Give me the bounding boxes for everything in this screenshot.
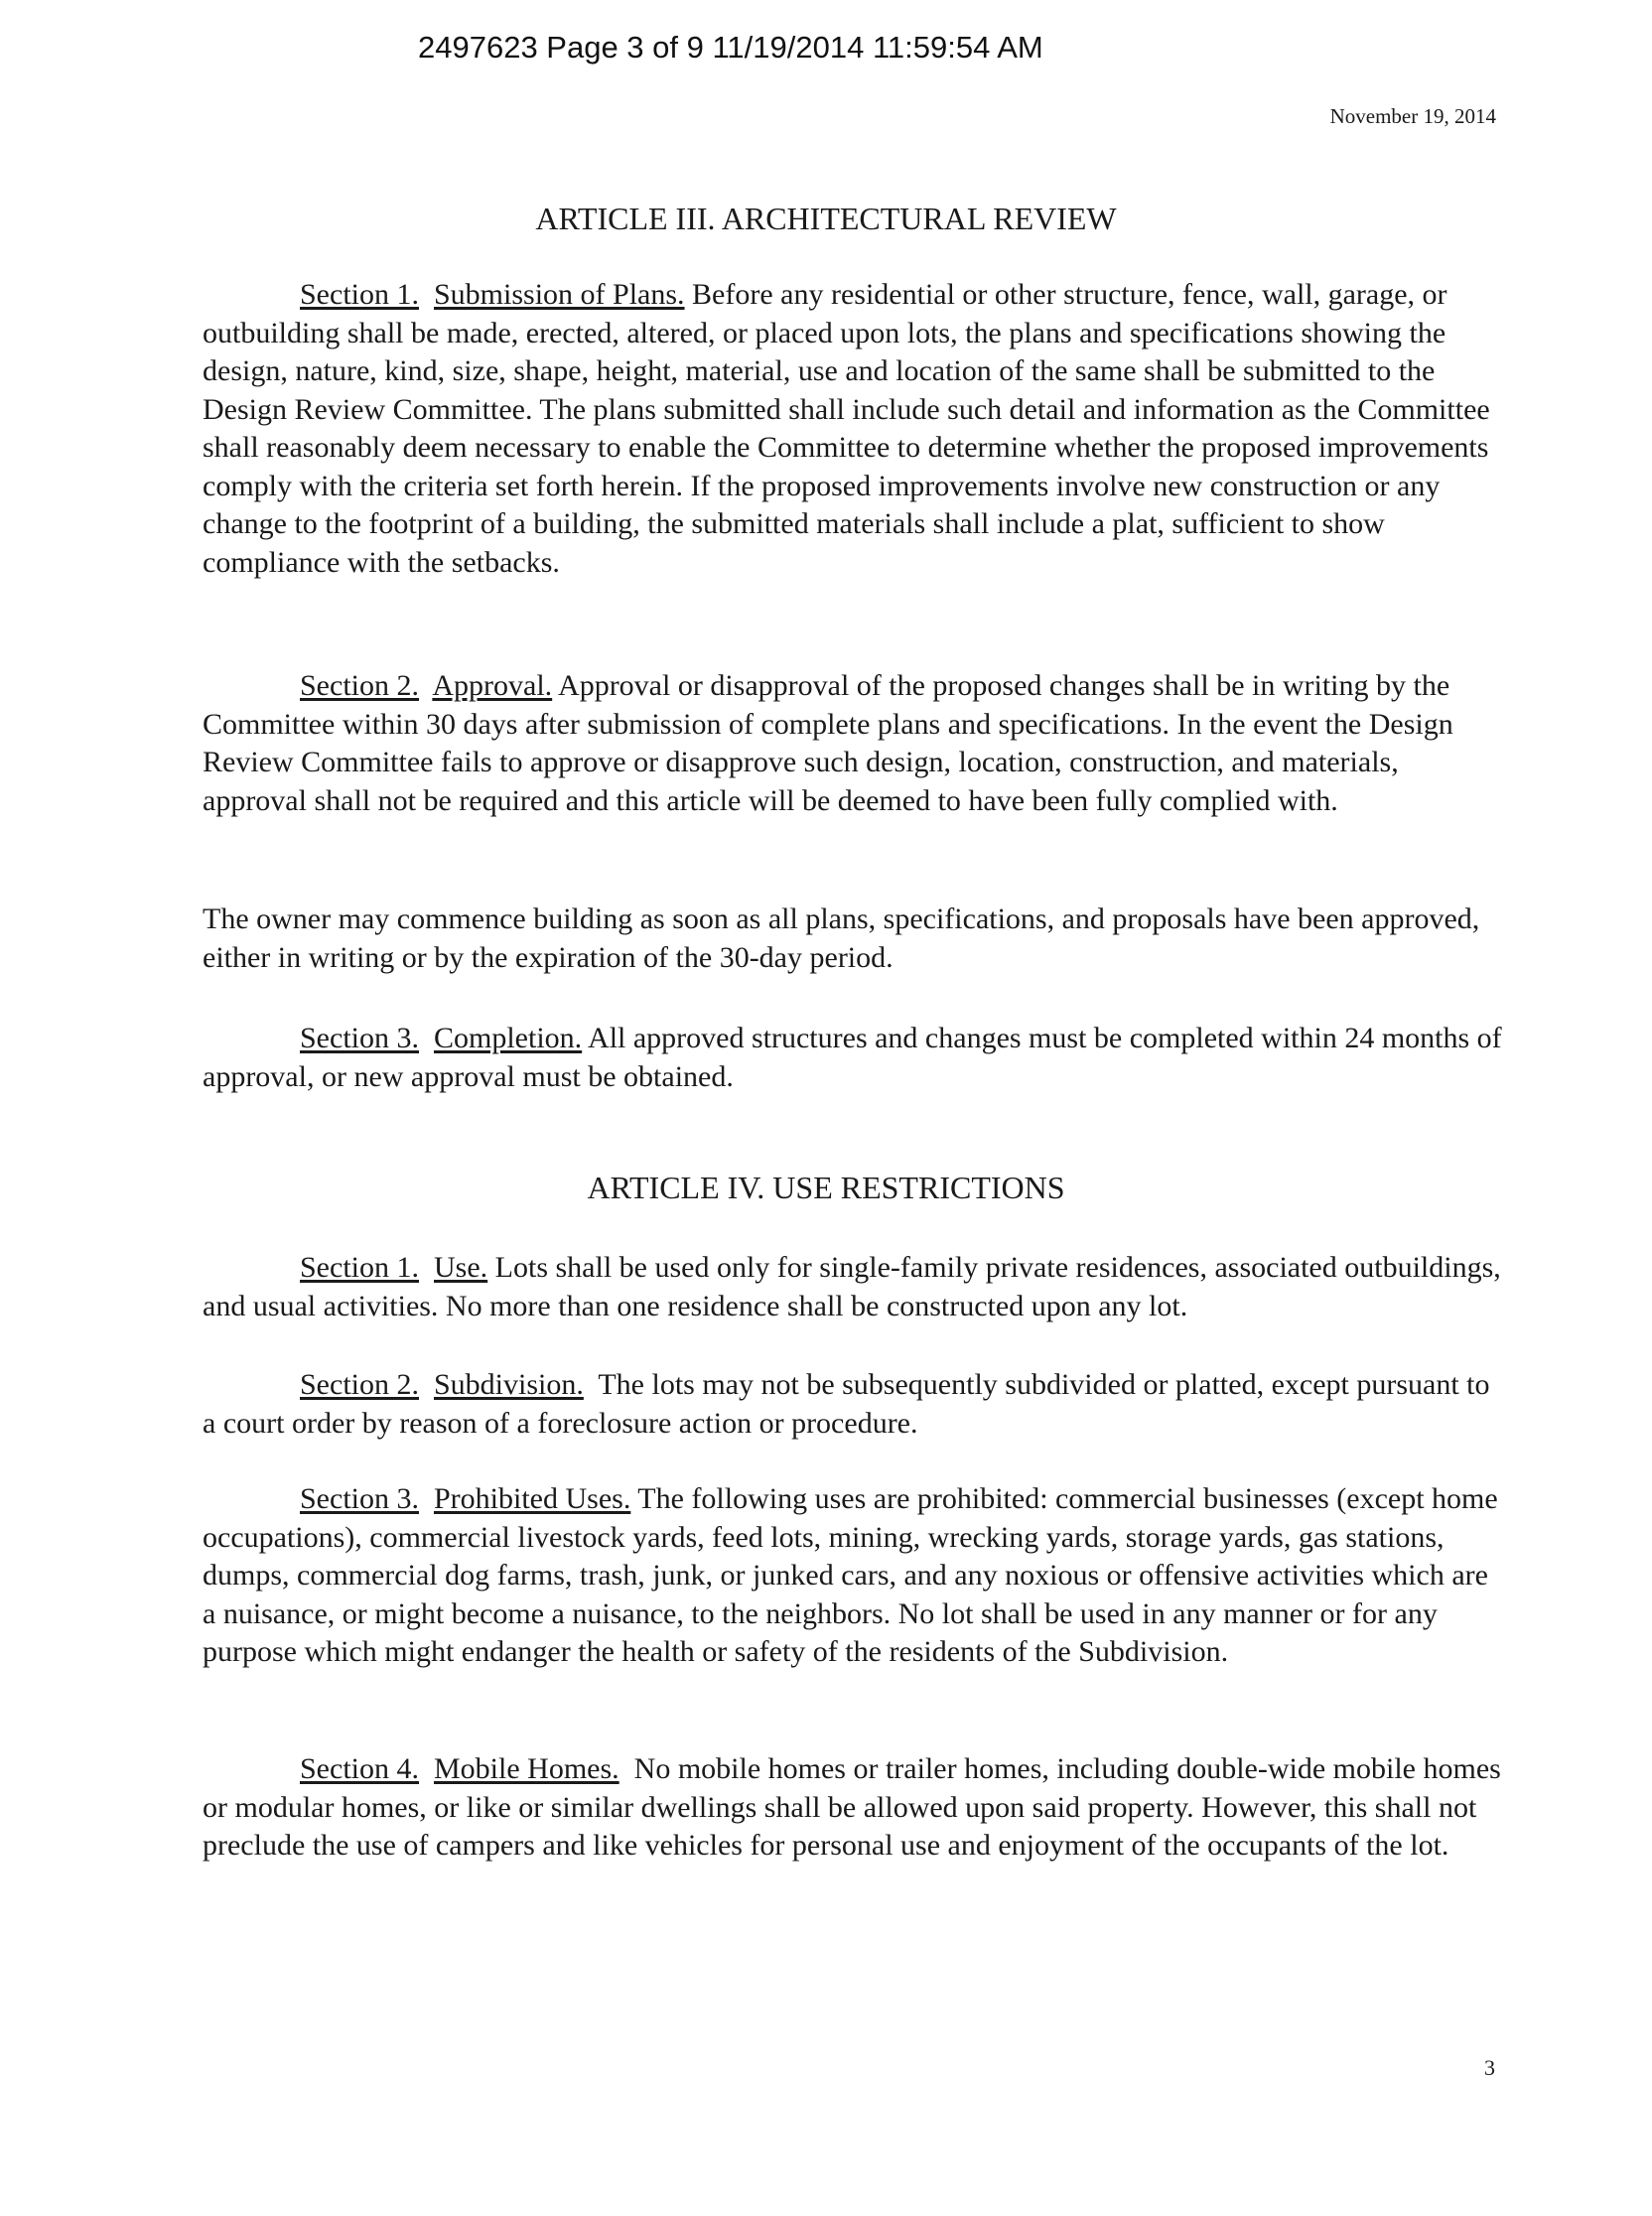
article-iv-title: ARTICLE IV. USE RESTRICTIONS	[587, 1170, 1065, 1205]
art4-s1-label: Section 1.	[300, 1251, 419, 1284]
art4-s4-label: Section 4.	[300, 1752, 419, 1785]
art3-section-2	[203, 667, 1503, 820]
document-date: November 19, 2014	[1329, 104, 1496, 128]
art3-s2-text: Approval or disapproval of the proposed changes shall be in writing by the Committee within 30 days after submission of complete plans and specifications. In the event the Design Review Committee fails to approve or disapprove such design, location, construction, and materials, approval shall not be required and this article will be deemed to have been fully complied with.	[203, 669, 1453, 817]
art4-s3-text: The following uses are prohibited: commercial businesses (except home occupations), commercial livestock yards, feed lots, mining, wrecking yards, storage yards, gas stations, dumps, commercial dog farms, trash, junk, or junked cars, and any noxious or offensive activities which are a nuisance, or might become a nuisance, to the neighbors. No lot shall be used in any manner or for any purpose which might endanger the health or safety of the residents of the Subdivision.	[203, 1482, 1498, 1668]
page-number: 3	[1484, 2055, 1495, 2080]
art3-s3-heading: Completion.	[434, 1022, 583, 1054]
art4-section-4	[203, 1750, 1503, 1866]
art4-s1-heading: Use.	[434, 1251, 488, 1284]
art4-s2-text: The lots may not be subsequently subdivided or platted, except pursuant to a court order by reason of a foreclosure action or procedure.	[203, 1368, 1490, 1440]
article-iii-title: ARTICLE III. ARCHITECTURAL REVIEW	[535, 201, 1117, 236]
art4-s3-heading: Prohibited Uses.	[434, 1482, 631, 1515]
art4-s4-heading: Mobile Homes.	[434, 1752, 620, 1785]
art4-section-1	[203, 1249, 1503, 1325]
art4-s2-label: Section 2.	[300, 1368, 419, 1401]
art4-s2-heading: Subdivision.	[434, 1368, 584, 1401]
art3-s2-label: Section 2.	[300, 669, 419, 702]
art3-s1-heading: Submission of Plans.	[434, 278, 685, 311]
fax-header-line: 2497623 Page 3 of 9 11/19/2014 11:59:54 AM	[418, 30, 1043, 65]
art3-owner-paragraph: The owner may commence building as soon as all plans, specifications, and proposals have been approved, either in writing or by the expiration of the 30-day period.	[203, 902, 1480, 974]
art3-s3-text: All approved structures and changes must be completed within 24 months of approval, or new approval must be obtained.	[203, 1022, 1502, 1093]
art3-section-1	[203, 276, 1503, 582]
art4-section-3	[203, 1480, 1503, 1672]
art3-s2-heading: Approval.	[432, 669, 553, 702]
art3-s1-text: Before any residential or other structure, fence, wall, garage, or outbuilding shall be made, erected, altered, or placed upon lots, the plans and specifications showing the design, nature, kind, size, shape, height, material, use and location of the same shall be submitted to the Design Review Committee. The plans submitted shall include such detail and information as the Committee shall reasonably deem necessary to enable the Committee to determine whether the proposed improvements comply with the criteria set forth herein. If the proposed improvements involve new construction or any change to the footprint of a building, the submitted materials shall include a plat, sufficient to show compliance with the setbacks.	[203, 278, 1490, 579]
art3-s1-label: Section 1.	[300, 278, 419, 311]
art4-s4-text: No mobile homes or trailer homes, including double-wide mobile homes or modular homes, or like or similar dwellings shall be allowed upon said property. However, this shall not preclude the use of campers and like vehicles for personal use and enjoyment of the occupants of the lot.	[203, 1752, 1501, 1862]
art4-s3-label: Section 3.	[300, 1482, 419, 1515]
art4-section-2	[203, 1366, 1503, 1443]
art4-s1-text: Lots shall be used only for single-family private residences, associated outbuildings, and usual activities. No more than one residence shall be constructed upon any lot.	[203, 1251, 1501, 1322]
art3-section-3	[203, 1020, 1503, 1096]
art3-s3-label: Section 3.	[300, 1022, 419, 1054]
